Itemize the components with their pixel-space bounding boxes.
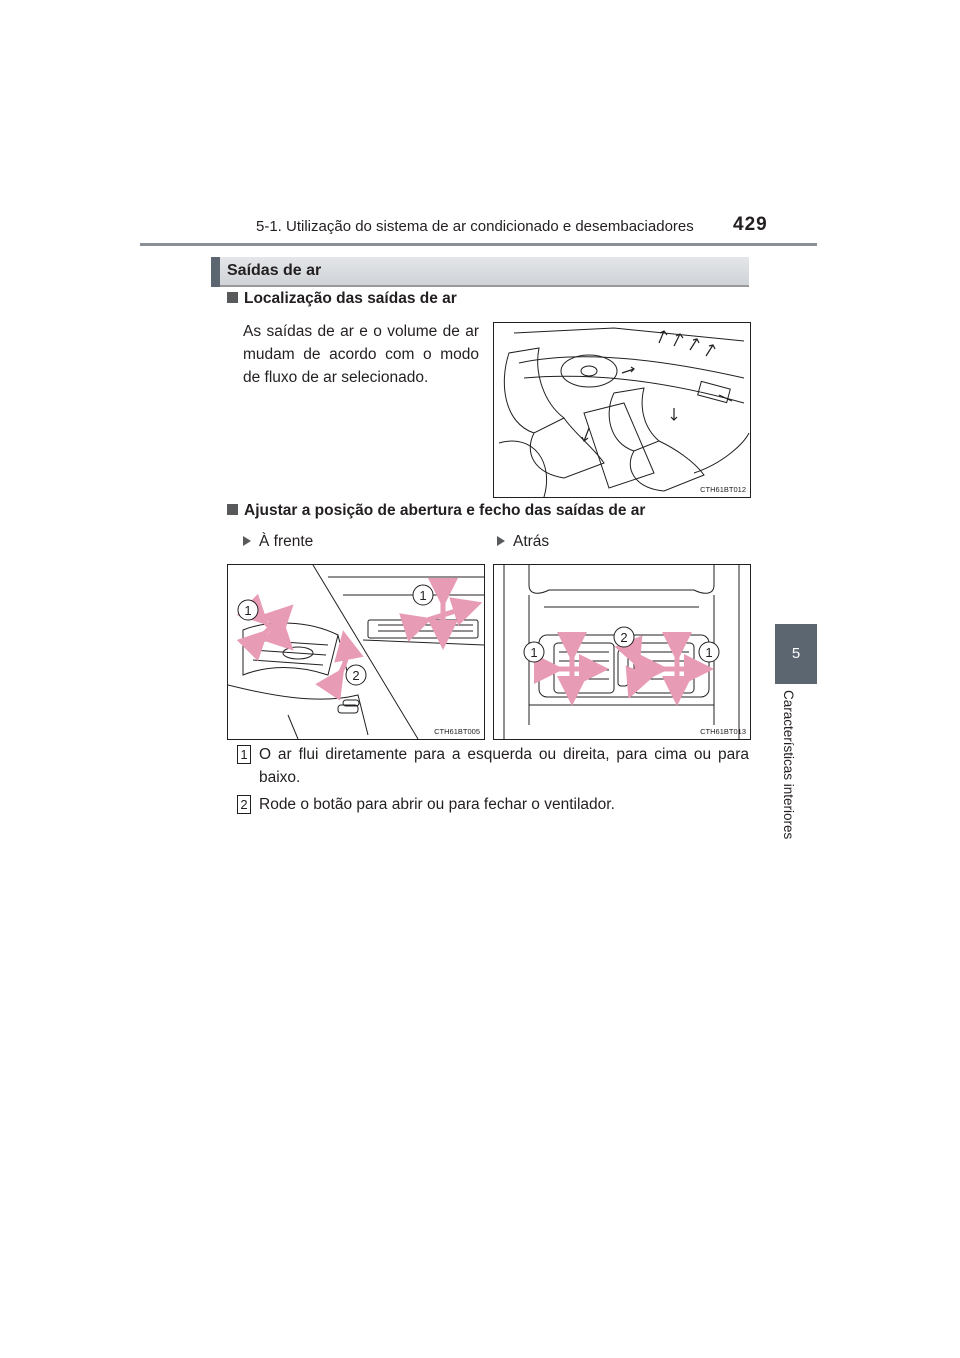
- location-paragraph: As saídas de ar e o volume de ar mudam de acordo com o modo de fluxo de ar selecionado.: [243, 323, 479, 386]
- figure-code: CTH61BT013: [700, 727, 746, 736]
- callout-1: 1: [530, 645, 538, 660]
- square-bullet-icon: [227, 504, 238, 515]
- triangle-bullet-icon: [243, 536, 251, 546]
- square-bullet-icon: [227, 292, 238, 303]
- front-view-label-text: À frente: [259, 533, 314, 550]
- note-text: Rode o botão para abrir ou para fechar o ventilador.: [259, 796, 615, 813]
- subheading-adjust-text: Ajustar a posição de abertura e fecho das saídas de ar: [244, 502, 646, 519]
- interior-illustration: [494, 323, 750, 497]
- chapter-tab-number: 5: [775, 624, 817, 684]
- note-number-badge: 2: [237, 795, 251, 814]
- figure-code: CTH61BT005: [434, 727, 480, 736]
- rear-view-label-text: Atrás: [513, 533, 550, 550]
- callout-2: 2: [352, 668, 360, 683]
- rear-vents-illustration: [494, 565, 750, 739]
- section-heading-accent: [211, 257, 220, 287]
- triangle-bullet-icon: [497, 536, 505, 546]
- subheading-location-text: Localização das saídas de ar: [244, 290, 457, 307]
- chapter-title: 5-1. Utilização do sistema de ar condicionado e desembaciadores: [256, 218, 694, 235]
- subheading-adjust: [227, 502, 645, 520]
- note-number-badge: 1: [237, 745, 251, 764]
- section-title: Saídas de ar: [227, 262, 322, 279]
- figure-code: CTH61BT012: [700, 485, 746, 494]
- chapter-tab-label: [781, 690, 811, 860]
- callout-1: 1: [705, 645, 713, 660]
- page-number: 429: [733, 214, 768, 235]
- note-item: [237, 743, 749, 793]
- chapter-tab-label-text: Características interiores: [781, 690, 796, 840]
- note-item: [237, 793, 749, 819]
- callout-2: 2: [620, 630, 628, 645]
- figure-rear-vents: [493, 564, 751, 740]
- front-vents-illustration: [228, 565, 484, 739]
- front-view-label: [243, 533, 313, 551]
- callout-1: 1: [244, 603, 252, 618]
- header-rule: [140, 243, 817, 246]
- callout-1: 1: [419, 588, 427, 603]
- figure-front-vents: [227, 564, 485, 740]
- figure-interior-vents: [493, 322, 751, 498]
- note-text: O ar flui diretamente para a esquerda ou direita, para cima ou para baixo.: [259, 746, 749, 786]
- rear-view-label: [497, 533, 549, 551]
- subheading-location: [227, 290, 457, 308]
